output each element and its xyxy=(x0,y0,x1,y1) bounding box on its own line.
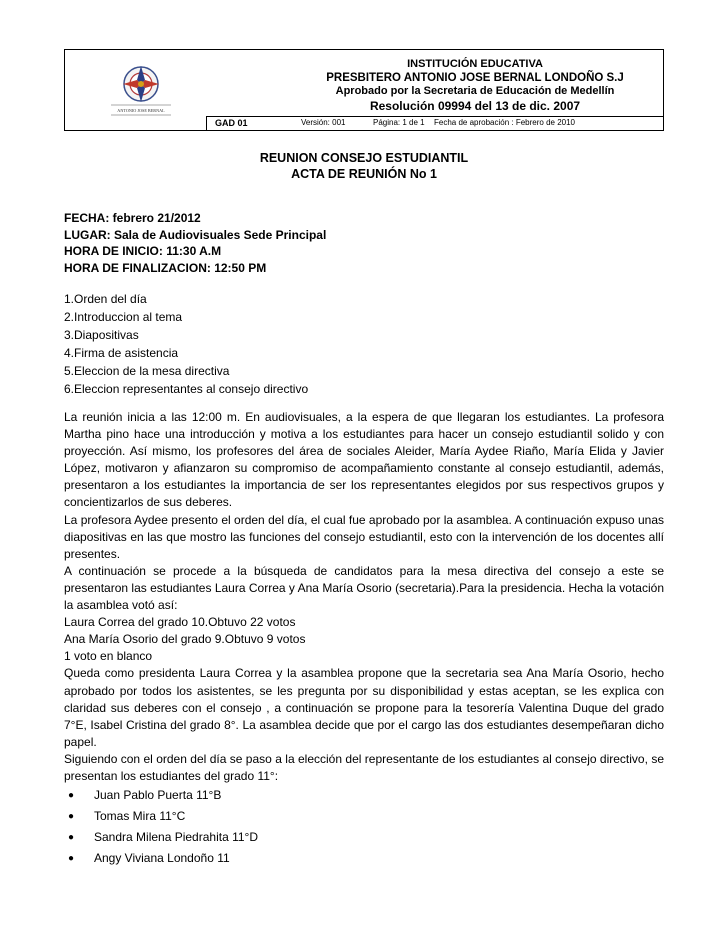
document-header xyxy=(64,49,664,131)
institution-type: INSTITUCIÓN EDUCATIVA xyxy=(407,58,543,70)
meeting-title: REUNION CONSEJO ESTUDIANTIL xyxy=(259,151,469,165)
end-time: HORA DE FINALIZACION: 12:50 PM xyxy=(64,260,267,275)
document-code: GAD 01 xyxy=(215,118,248,128)
approval-authority: Aprobado por la Secretaria de Educación de Medellín xyxy=(335,85,615,97)
agenda-item: 6.Eleccion representantes al consejo directivo xyxy=(64,382,309,396)
agenda-item: 1.Orden del día xyxy=(64,292,147,306)
agenda-item: 4.Firma de asistencia xyxy=(64,346,179,360)
candidate-list xyxy=(64,785,664,869)
paragraph: Queda como presidenta Laura Correa y la asamblea propone que la secretaria sea Ana María Osorio, hecho aprobado por todos los asistentes, se les pregunta por su disponibilidad y estas aceptan, se les explica con claridad sus deberes con el consejo , a continuación se propone para la tesorería Valentina Duque del grado 7°E, Isabel Cristina del grado 8°. La asamblea decide que por el cargo las dos estudiantes desempeñaran dicho papel. xyxy=(64,666,664,749)
paragraph: La reunión inicia a las 12:00 m. En audiovisuales, a la espera de que llegaran los estudiantes. La profesora Martha pino hace una introducción y motiva a los estudiantes para hacer un consejo estudiantil solido y con proyección. Así mismo, los profesores del área de sociales Aleider, María Aydee Riaño, María Elida y Javier López, motivaron y afianzaron su compromiso de acompañamiento constante al consejo estudiantil, además, presentaron a los estudiantes la importancia de ser los representantes elegidos por sus respectivos grupos y concientizarlos de sus deberes. xyxy=(64,410,664,510)
approval-date: Fecha de aprobación : Febrero de 2010 xyxy=(434,118,575,127)
list-item: ● Angy Viviana Londoño 11 xyxy=(64,848,664,869)
agenda-item: 2.Introduccion al tema xyxy=(64,310,183,324)
institution-name: PRESBITERO ANTONIO JOSE BERNAL LONDOÑO S.J xyxy=(326,72,624,84)
list-item: ● Juan Pablo Puerta 11°B xyxy=(64,785,664,806)
agenda-item: 5.Eleccion de la mesa directiva xyxy=(64,364,230,378)
meeting-place: LUGAR: Sala de Audiovisuales Sede Principal xyxy=(64,227,327,242)
paragraph: Siguiendo con el orden del día se paso a la elección del representante de los estudiantes al consejo directivo, se presentan los estudiantes del grado 11°: xyxy=(64,751,664,783)
minutes-body xyxy=(64,409,664,869)
minutes-title: ACTA DE REUNIÓN No 1 xyxy=(291,167,437,181)
meeting-info xyxy=(64,210,326,276)
agenda-item: 3.Diapositivas xyxy=(64,328,139,342)
vote-result: Laura Correa del grado 10.Obtuvo 22 votos xyxy=(64,615,296,630)
list-item: ● Tomas Mira 11°C xyxy=(64,806,664,827)
vote-result: 1 voto en blanco xyxy=(64,649,153,664)
school-logo-icon xyxy=(107,60,187,122)
meeting-date: FECHA: febrero 21/2012 xyxy=(64,211,201,225)
resolution: Resolución 09994 del 13 de dic. 2007 xyxy=(369,99,581,113)
logo-caption: ANTONIO JOSE BERNAL xyxy=(117,108,165,113)
document-version: Versión: 001 xyxy=(301,118,346,127)
paragraph: A continuación se procede a la búsqueda de candidatos para la mesa directiva del consejo a este se presentaron las estudiantes Laura Correa y Ana María Osorio (secretaria).Para la presidencia. Hecha la votación la asamblea votó así: xyxy=(64,563,664,613)
start-time: HORA DE INICIO: 11:30 A.M xyxy=(64,244,222,258)
vote-result: Ana María Osorio del grado 9.Obtuvo 9 votos xyxy=(64,632,306,647)
page-number: Página: 1 de 1 xyxy=(373,118,425,127)
paragraph: La profesora Aydee presento el orden del día, el cual fue aprobado por la asamblea. A continuación expuso unas diapositivas en las que mostro las funciones del consejo estudiantil, esto con la intervención de los docentes allí presentes. xyxy=(64,512,664,561)
agenda-list xyxy=(64,290,308,398)
list-item: ● Sandra Milena Piedrahita 11°D xyxy=(64,827,664,848)
